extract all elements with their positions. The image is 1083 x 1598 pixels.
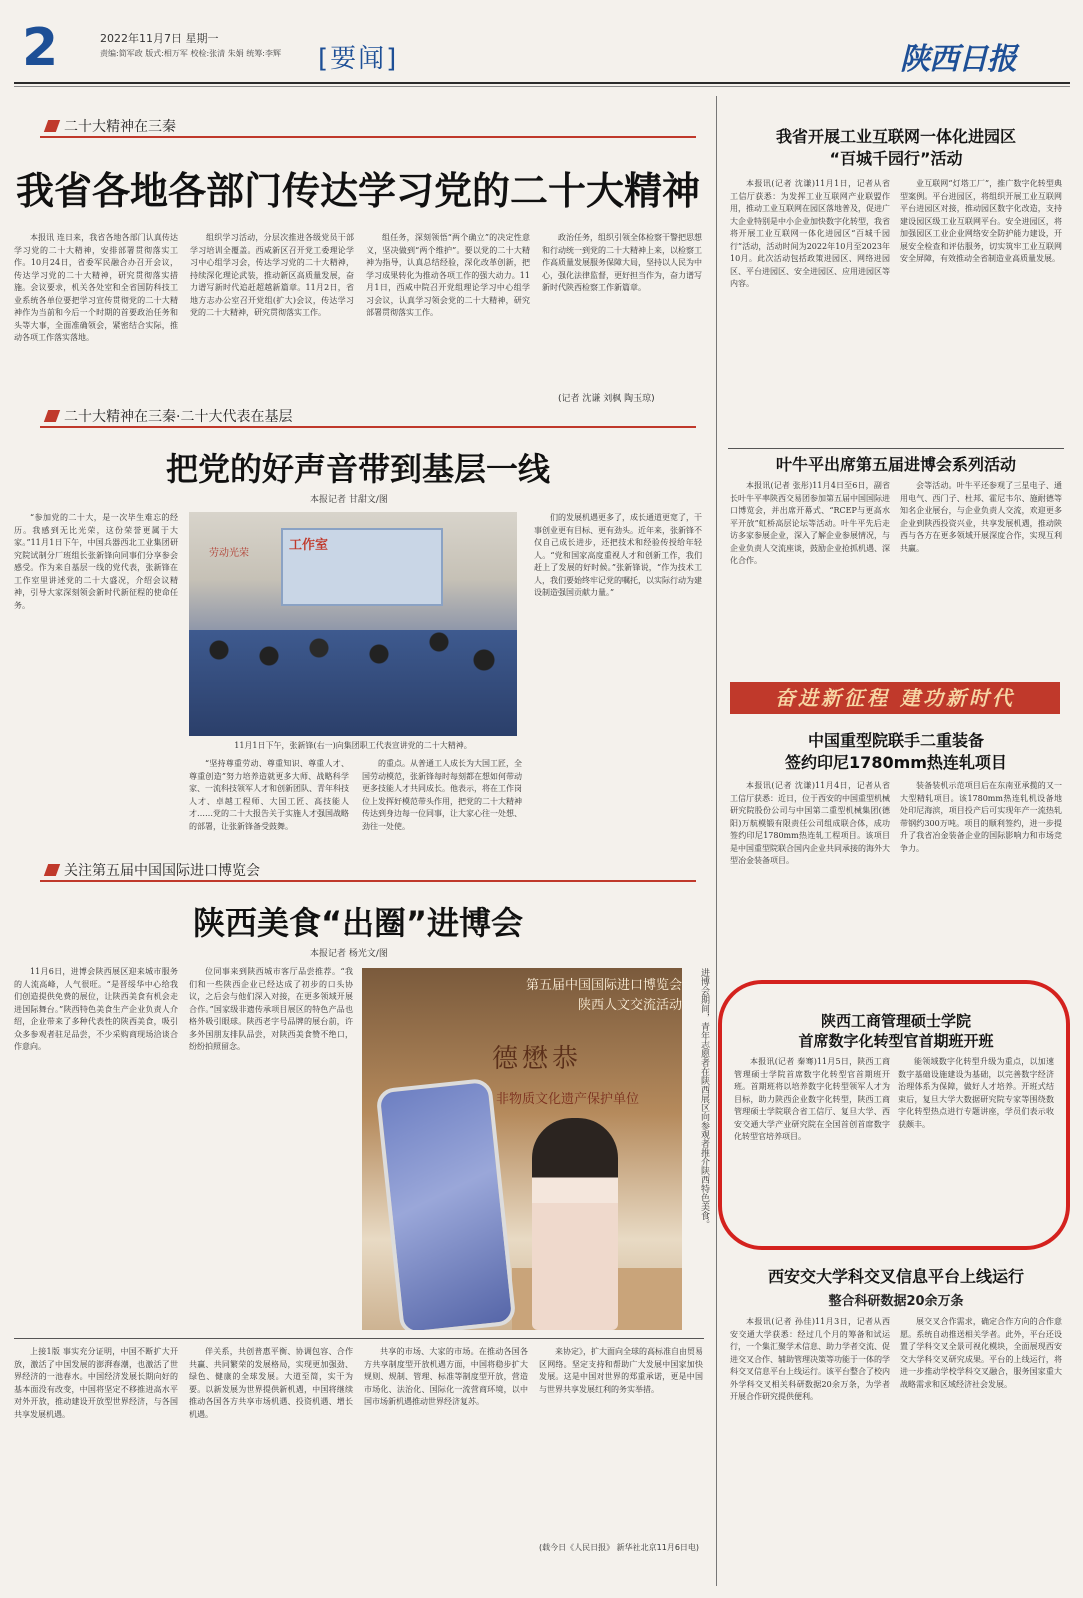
right2-col2: 会等活动。叶牛平还参观了三星电子、通用电气、西门子、杜邦、霍尼韦尔、施耐德等知名企业展台，与企业负责人交流，欢迎更多企业到陕西投资兴业，共享发展机遇，推动陕西与各方在更多领域开展深度合作，实现互利共赢。: [900, 481, 1062, 553]
staff-line: 责编:简军政 版式:相万军 校检:张清 朱娟 统筹:李辉: [100, 49, 281, 58]
right2-col1: 本报讯(记者 张彤)11月4日至6日，副省长叶牛平率陕西交易团参加第五届中国国际进口博览会，并出席开幕式、“RCEP与更高水平开放”虹桥高层论坛等活动。叶牛平先后走访多家参展企业，深入了解企业参展情况，与企业负责人交流座谈，鼓励企业抢抓机遇、深化合作。: [730, 481, 890, 565]
right4-col1: 本报讯(记者 秦骞)11月5日，陕西工商管理硕士学院首席数字化转型官首期班开班。首期班将以培养数字化转型领军人才为目标，助力陕西企业数字化转型，陕西工商管理硕士学院联合省工信厅、复旦大学、西安交通大学产业研究院在全国首创首席数字化转型官培养项目。: [734, 1057, 890, 1141]
story3-col1: 11月6日，进博会陕西展区迎来城市服务的人流高峰，人气很旺。“是晋绥华中心给我们创造提供免费的展位，让陕西美食有机会走进国际舞台。”陕西特色美食生产企业负责人介绍，企业带来了多种代表性的陕西美食，吸引众多参观者驻足品尝，不少采购商现场洽谈合作意向。: [14, 967, 178, 1051]
right1-col2: 业互联网“灯塔工厂”，推广数字化转型典型案例。平台进园区，将组织开展工业互联网平台进园区对接，推动园区数字化改造，支持建设园区级工业互联网平台。安全进园区，将加强园区工业企业网络安全防护能力建设，开展安全检查和评估服务，切实筑牢工业互联网安全屏障，有效推动全省制造业高质量发展。: [900, 179, 1062, 263]
story2-kicker: 二十大精神在三秦·二十大代表在基层: [40, 408, 696, 428]
story3-vertical-caption: 进博会期间，青年志愿者在陕西展区向参观者推介陕西特色美食。: [699, 968, 709, 1229]
bottom-col4: 来协定》，扩大面向全球的高标准自由贸易区网络。坚定支持和帮助广大发展中国家加快发展。这是中国对世界的郑重承诺，更是中国与世界共享发展红利的务实举措。: [539, 1347, 703, 1394]
story1-col4: 政治任务，组织引领全体检察干警把思想和行动统一到党的二十大精神上来，以检察工作高质量发展服务保障大局，坚持以人民为中心，强化法律监督，更好担当作为，奋力谱写新时代陕西检察工作新篇章。: [542, 233, 702, 292]
right1-headline-line2: “百城千园行”活动: [829, 149, 963, 168]
right3-col2: 装备装机示范项目后在东南亚承揽的又一大型精轧项目。该1780mm热连轧机设备地处印尼海滨，项目投产后可实现年产一流热轧带钢约300万吨。项目的顺利签约，进一步提升了我省冶金装备企业的国际影响力和市场竞争力。: [900, 781, 1062, 853]
page-number: 2: [22, 18, 59, 78]
photo-audience: [189, 630, 517, 736]
column-divider: [716, 96, 717, 1586]
kicker-marker-icon: [44, 864, 60, 876]
story1-kicker: 二十大精神在三秦: [40, 118, 696, 138]
photo-banner: 第五届中国国际进口博览会 陕西人文交流活动: [525, 978, 682, 1013]
story1-headline: 我省各地各部门传达学习党的二十大精神: [15, 169, 700, 213]
story2-byline: 本报记者 甘甜文/图: [310, 495, 388, 505]
story2-col2: “坚持尊重劳动、尊重知识、尊重人才、尊重创造”努力培养造就更多大师、战略科学家、一流科技领军人才和创新团队、青年科技人才、卓越工程师、大国工匠、高技能人才……党的二十大报告关于实施人才强国战略的部署，让张新锋备受鼓舞。: [189, 759, 349, 831]
bottom-credit: (载今日《人民日报》 新华社北京11月6日电): [539, 1543, 700, 1552]
story3-photo: [362, 968, 682, 1330]
story3-headline: 陕西美食“出圈”进博会: [192, 904, 524, 942]
story3-byline: 本报记者 杨光文/图: [310, 949, 388, 959]
right-rule-1: [728, 448, 1064, 449]
photo-board: 工作室: [281, 528, 443, 606]
story2-headline: 把党的好声音带到基层一线: [165, 450, 550, 488]
right3-headline-line1: 中国重型院联手二重装备: [807, 731, 984, 750]
story1-col1: 本报讯 连日来，我省各地各部门认真传达学习党的二十大精神，安排部署贯彻落实工作。10月24日，省委军民融合办召开会议，传达学习党的二十大精神，研究贯彻落实措施。会议要求，机关各处室和全省国防科技工业系统各单位要把学习宣传贯彻党的二十大精神作为当前和今后一个时期的首要政治任务和头等大事，全面准确领会，紧密结合实际，推动各项工作落实落地。: [14, 233, 178, 342]
header-rule: [14, 82, 1070, 84]
newspaper-logo: 陕西日报: [900, 42, 1016, 77]
right4-headline-line1: 陕西工商管理硕士学院: [820, 1012, 971, 1030]
photo-sub-sign: 非物质文化遗产保护单位: [496, 1092, 640, 1107]
bottom-col3: 共享的市场、大家的市场。在推动各国各方共享制度型开放机遇方面，中国将稳步扩大规则、规制、管理、标准等制度型开放，营造市场化、法治化、国际化一流营商环境，以中国市场新机遇推动世界经济复苏。: [364, 1347, 528, 1406]
right5-headline: 西安交大学科交叉信息平台上线运行: [767, 1267, 1024, 1286]
right2-headline: 叶牛平出席第五届进博会系列活动: [775, 455, 1016, 474]
bottom-col1: 上接1版 事实充分证明，中国不断扩大开放，激活了中国发展的澎湃春潮，也激活了世界经济的一池春水。中国经济发展长期向好的基本面没有改变，中国将坚定不移推进高水平对外开放，推动建设开放型世界经济，与各国共享发展机遇。: [14, 1347, 178, 1419]
right5-col2: 展交叉合作需求，确定合作方向的合作意愿。系统自动推送相关学者。此外，平台还设置了学科交叉全景可视化模块，全面展现西安交大学科交叉研究成果。平台的上线运行，将进一步推动学校学科交叉融合，服务国家重大战略需求和区域经济社会发展。: [900, 1317, 1062, 1389]
section-title: [要闻]: [318, 44, 399, 74]
right1-headline-line1: 我省开展工业互联网一体化进园区: [775, 127, 1016, 146]
story1-col2: 组织学习活动，分层次推进各级党员干部学习培训全覆盖。西咸新区召开党工委理论学习中心组学习会，传达学习党的二十大精神，持续深化理论武装，推动新区高质量发展，奋力谱写新时代追赶超越新篇章。11月2日，省地方志办公室召开党组(扩大)会议，传达学习党的二十大精神，研究贯彻落实工作。: [190, 233, 354, 317]
campaign-banner: 奋进新征程 建功新时代: [730, 682, 1060, 714]
phone-icon: [375, 1078, 516, 1330]
story2-col3: 的重点。从普通工人成长为大国工匠，全国劳动模范，张新锋每时每刻都在想如何带动更多技能人才共同成长。他表示，将在工作岗位上发挥好模范带头作用，把党的二十大精神传达到身边每一位同事，让大家心往一处想、劲往一处使。: [362, 759, 522, 831]
photo-presenter: [532, 1118, 618, 1330]
photo-brand-sign: 德懋恭: [492, 1044, 583, 1074]
right1-col1: 本报讯(记者 沈谦)11月1日，记者从省工信厅获悉：为发挥工业互联网产业联盟作用，推动工业互联网在园区落地普及，促进广大企业特别是中小企业加快数字化转型，我省将开展工业互联网一体化进园区“百城千园行”活动，活动时间为2022年10月至2023年10月。此次活动包括政策进园区、网络进园区、平台进园区、安全进园区、应用进园区等内容。: [730, 179, 890, 288]
bottom-col2: 伴关系，共创普惠平衡、协调包容、合作共赢、共同繁荣的发展格局，实现更加强劲、绿色、健康的全球发展。大道至简，实干为要。以新发展为世界提供新机遇，中国将继续推动各国各方共享市场机遇、投资机遇、增长机遇。: [189, 1347, 353, 1419]
bottom-rule: [14, 1338, 704, 1339]
kicker-marker-icon: [44, 120, 60, 132]
story3-kicker: 关注第五届中国国际进口博览会: [40, 862, 696, 882]
story1-col3: 组任务，深刻领悟“两个确立”的决定性意义，坚决做到“两个维护”。要以党的二十大精神为指导，认真总结经验，深化改革创新，把学习成果转化为推动各项工作的强大动力。11月1日，西咸中院召开党组理论学习中心组学习会议，认真学习领会党的二十大精神，研究部署贯彻落实工作。: [366, 233, 530, 317]
right5-subhead: 整合科研数据20余万条: [828, 1294, 964, 1309]
right5-col1: 本报讯(记者 孙佳)11月3日，记者从西安交通大学获悉：经过几个月的筹备和试运行，一个集汇聚学术信息、助力学者交流、促进交叉合作、辅助管理决策等功能于一体的学科交叉信息平台上线运行。该平台整合了校内外学科交叉相关科研数据20余万条，为学者开展合作研究提供便利。: [730, 1317, 890, 1401]
right4-col2: 能领域数字化转型升级为重点，以加速数字基础设施建设为基础，以完善数字经济治理体系为保障，做好人才培养。开班式结束后，复旦大学大数据研究院专家等围绕数字化转型热点进行专题讲座，学员们表示收获颇丰。: [898, 1057, 1054, 1129]
photo-wall-sign: 劳动光荣: [209, 548, 249, 559]
story2-photo: [189, 512, 517, 736]
story2-col4: 们的发展机遇更多了，成长通道更宽了，干事创业更有目标、更有劲头。近年来，张新锋不仅自己成长进步，还把技术和经验传授给年轻人。“党和国家高度重视人才和创新工作，我们赶上了发展的好时候。”张新锋说，“作为技术工人，我们要始终牢记党的嘱托，以实际行动为建设制造强国贡献力量。”: [534, 513, 702, 597]
right3-col1: 本报讯(记者 沈谦)11月4日，记者从省工信厅获悉：近日，位于西安的中国重型机械研究院股份公司与中国第二重型机械集团(德阳)万航模锻有限责任公司组成联合体，成功签约印尼1780mm热连轧工程项目。该项目是中国重型院联合国内企业共同承接的海外大型冶金装备项目。: [730, 781, 890, 865]
story2-col1: “参加党的二十大，是一次毕生难忘的经历。我感到无比光荣，这份荣誉更属于大家。”11月1日下午，中国兵器西北工业集团研究院试制分厂班组长张新锋向同事们分享参会感受。作为来自基层一线的党代表，张新锋在工作室里讲述党的二十大盛况，介绍会议精神，引导大家深刻领会新时代新征程的使命任务。: [14, 513, 178, 610]
story3-col2: 位同事来到陕西城市客厅品尝推荐。“我们和一些陕西企业已经达成了初步的口头协议，之后会与他们深入对接，在更多领域开展合作。”国家级非遗传承项目展区的特色产品也格外吸引眼球。陕西老字号品牌的展台前，许多外国朋友排队品尝，对陕西美食赞不绝口，纷纷拍照留念。: [189, 967, 353, 1051]
right4-headline-line2: 首席数字化转型官首期班开班: [798, 1032, 994, 1050]
issue-date: 2022年11月7日 星期一: [100, 32, 219, 45]
header-rule-thin: [14, 86, 1070, 87]
kicker-marker-icon: [44, 410, 60, 422]
story1-credit: (记者 沈谦 刘枫 陶玉琼): [558, 394, 655, 404]
story2-caption: 11月1日下午，张新锋(右一)向集团职工代表宣讲党的二十大精神。: [234, 741, 472, 750]
right3-headline-line2: 签约印尼1780mm热连轧项目: [785, 753, 1007, 772]
